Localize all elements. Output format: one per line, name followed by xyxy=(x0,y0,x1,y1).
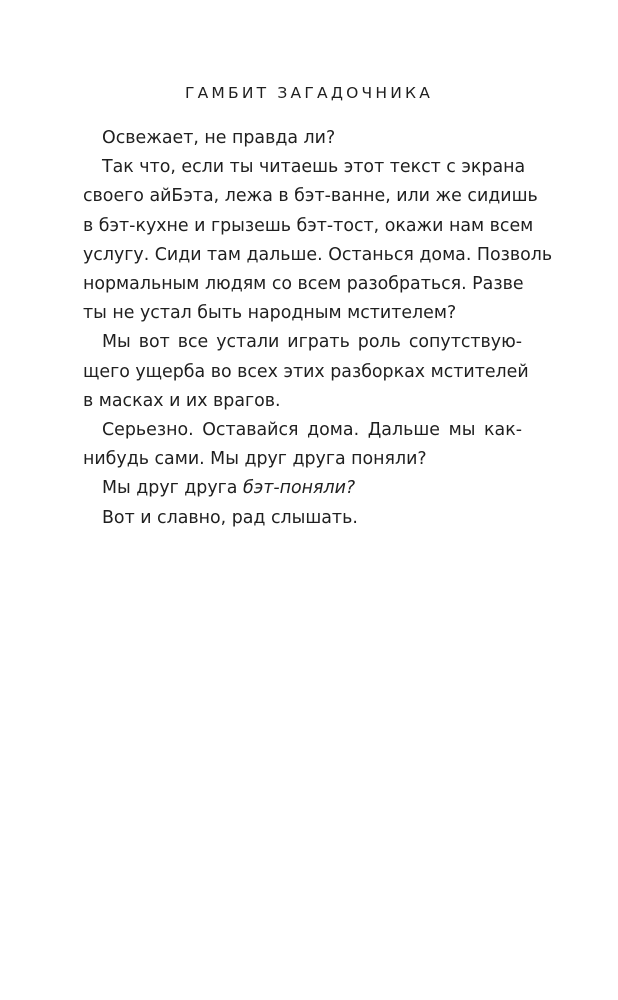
text-line: в масках и их врагов. xyxy=(83,390,281,411)
text-italic: бэт-поняли? xyxy=(242,478,356,499)
paragraph-6 xyxy=(102,504,522,533)
text-line: Так что, если ты читаешь этот текст с экрана xyxy=(102,157,526,178)
text-line: Мы вот все устали играть роль сопутствую- xyxy=(102,332,522,353)
paragraph-2 xyxy=(83,153,553,328)
text-line: нибудь сами. Мы друг друга поняли? xyxy=(83,449,427,470)
paragraph-5 xyxy=(102,474,522,503)
text-line: Освежает, не правда ли? xyxy=(102,128,336,148)
text-line: ты не устал быть народным мстителем? xyxy=(83,303,457,324)
text-line: услугу. Сиди там дальше. Останься дома. Позволь xyxy=(83,244,553,265)
text-plain: Мы друг друга xyxy=(102,478,243,499)
text-line: нормальным людям со всем разобраться. Разве xyxy=(83,274,524,295)
text-line: щего ущерба во всех этих разборках мстителей xyxy=(83,361,529,382)
running-head: ГАМБИТ ЗАГАДОЧНИКА xyxy=(184,84,434,102)
text-line xyxy=(102,474,522,503)
paragraph-3 xyxy=(83,328,529,416)
text-line: Серьезно. Оставайся дома. Дальше мы как- xyxy=(102,420,522,441)
text-line: Вот и славно, рад слышать. xyxy=(102,507,358,528)
text-line: в бэт-кухне и грызешь бэт-тост, окажи нам всем xyxy=(83,215,534,236)
paragraph-1 xyxy=(102,124,522,153)
paragraph-4 xyxy=(83,416,522,474)
body-text xyxy=(83,124,553,533)
text-line: своего айБэта, лежа в бэт-ванне, или же сидишь xyxy=(83,186,538,207)
